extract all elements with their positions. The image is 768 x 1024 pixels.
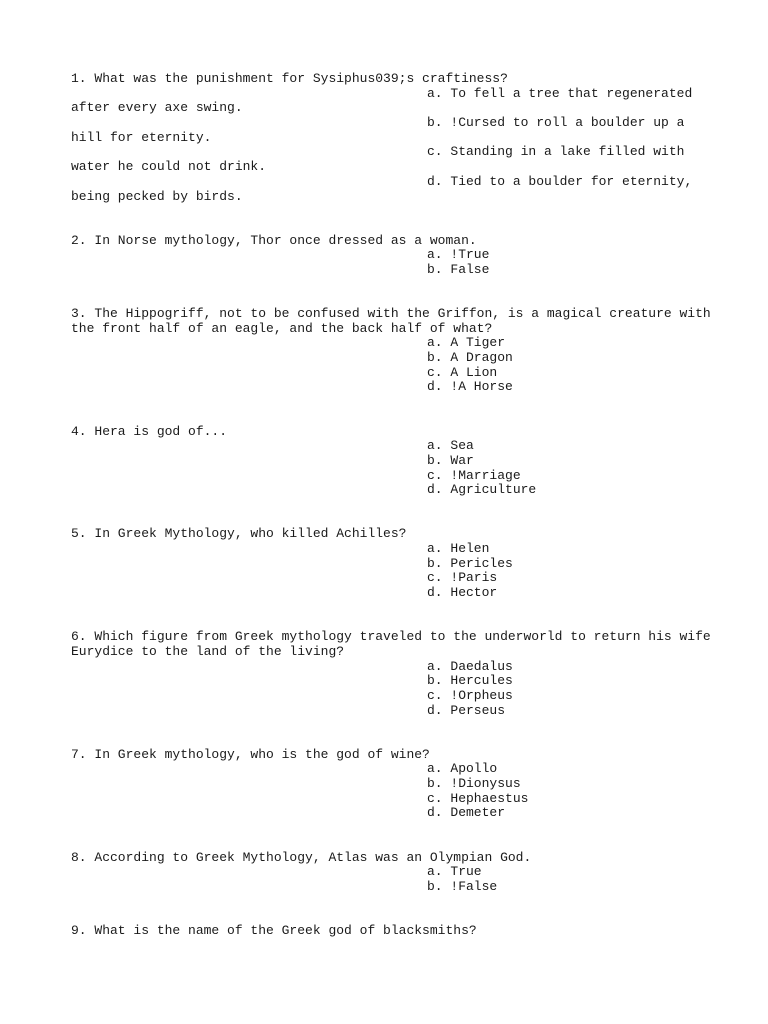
question-spacer — [71, 204, 761, 233]
answer-option: b. !Cursed to roll a boulder up a — [427, 115, 685, 131]
question-stem: the front half of an eagle, and the back half of what? — [71, 320, 493, 336]
answer-option-continuation: hill for eternity. — [71, 129, 212, 145]
answer-option: b. A Dragon — [427, 350, 513, 366]
answer-option: a. True — [427, 864, 482, 880]
question-spacer — [71, 895, 761, 924]
question-block — [71, 527, 761, 600]
answer-option: d. !A Horse — [427, 379, 513, 395]
answer-option: d. Agriculture — [427, 482, 537, 498]
question-stem: 8. According to Greek Mythology, Atlas was an Olympian God. — [71, 849, 532, 865]
answer-option-continuation: water he could not drink. — [71, 159, 267, 175]
question-spacer — [71, 718, 761, 747]
question-spacer — [71, 601, 761, 630]
answer-option: c. !Marriage — [427, 467, 521, 483]
answer-option: a. A Tiger — [427, 335, 506, 351]
answer-option: b. False — [427, 261, 490, 277]
answer-option: c. !Paris — [427, 570, 498, 586]
question-block — [71, 924, 761, 939]
answer-option: b. War — [427, 452, 474, 468]
answer-option: d. Demeter — [427, 805, 506, 821]
question-spacer — [71, 278, 761, 307]
question-spacer — [71, 821, 761, 850]
question-stem: 5. In Greek Mythology, who killed Achilles? — [71, 526, 407, 542]
answer-option: b. !Dionysus — [427, 776, 521, 792]
question-block — [71, 748, 761, 821]
answer-option: b. !False — [427, 878, 498, 894]
answer-option: d. Perseus — [427, 702, 506, 718]
question-spacer — [71, 395, 761, 424]
answer-option: b. Pericles — [427, 555, 513, 571]
answer-option: b. Hercules — [427, 673, 513, 689]
answer-option: d. Hector — [427, 585, 498, 601]
answer-option: c. A Lion — [427, 364, 498, 380]
question-block — [71, 851, 761, 895]
question-stem: 1. What was the punishment for Sysiphus039;s craftiness? — [71, 71, 508, 86]
question-block — [71, 630, 761, 718]
question-spacer — [71, 498, 761, 527]
quiz-document — [71, 72, 761, 939]
question-block — [71, 72, 761, 204]
question-block — [71, 307, 761, 395]
answer-option: a. Sea — [427, 438, 474, 454]
question-stem: 2. In Norse mythology, Thor once dressed as a woman. — [71, 232, 477, 248]
question-block — [71, 425, 761, 498]
answer-option: c. Hephaestus — [427, 790, 529, 806]
answer-option: a. Apollo — [427, 761, 498, 777]
question-stem: 4. Hera is god of... — [71, 423, 228, 439]
answer-option: c. !Orpheus — [427, 687, 513, 703]
answer-option: a. !True — [427, 247, 490, 263]
question-stem: 9. What is the name of the Greek god of blacksmiths? — [71, 923, 477, 938]
answer-option-continuation: after every axe swing. — [71, 100, 243, 116]
answer-option: a. To fell a tree that regenerated — [427, 85, 693, 101]
answer-option: a. Daedalus — [427, 658, 513, 674]
question-block — [71, 234, 761, 278]
answer-option: d. Tied to a boulder for eternity, — [427, 173, 693, 189]
answer-option-continuation: being pecked by birds. — [71, 188, 243, 204]
question-stem: 6. Which figure from Greek mythology traveled to the underworld to return his wife — [71, 629, 711, 645]
answer-option: a. Helen — [427, 541, 490, 557]
answer-option: c. Standing in a lake filled with — [427, 144, 685, 160]
question-stem: 7. In Greek mythology, who is the god of wine? — [71, 746, 430, 762]
question-stem: Eurydice to the land of the living? — [71, 643, 345, 659]
question-stem: 3. The Hippogriff, not to be confused with the Griffon, is a magical creature with — [71, 306, 711, 322]
